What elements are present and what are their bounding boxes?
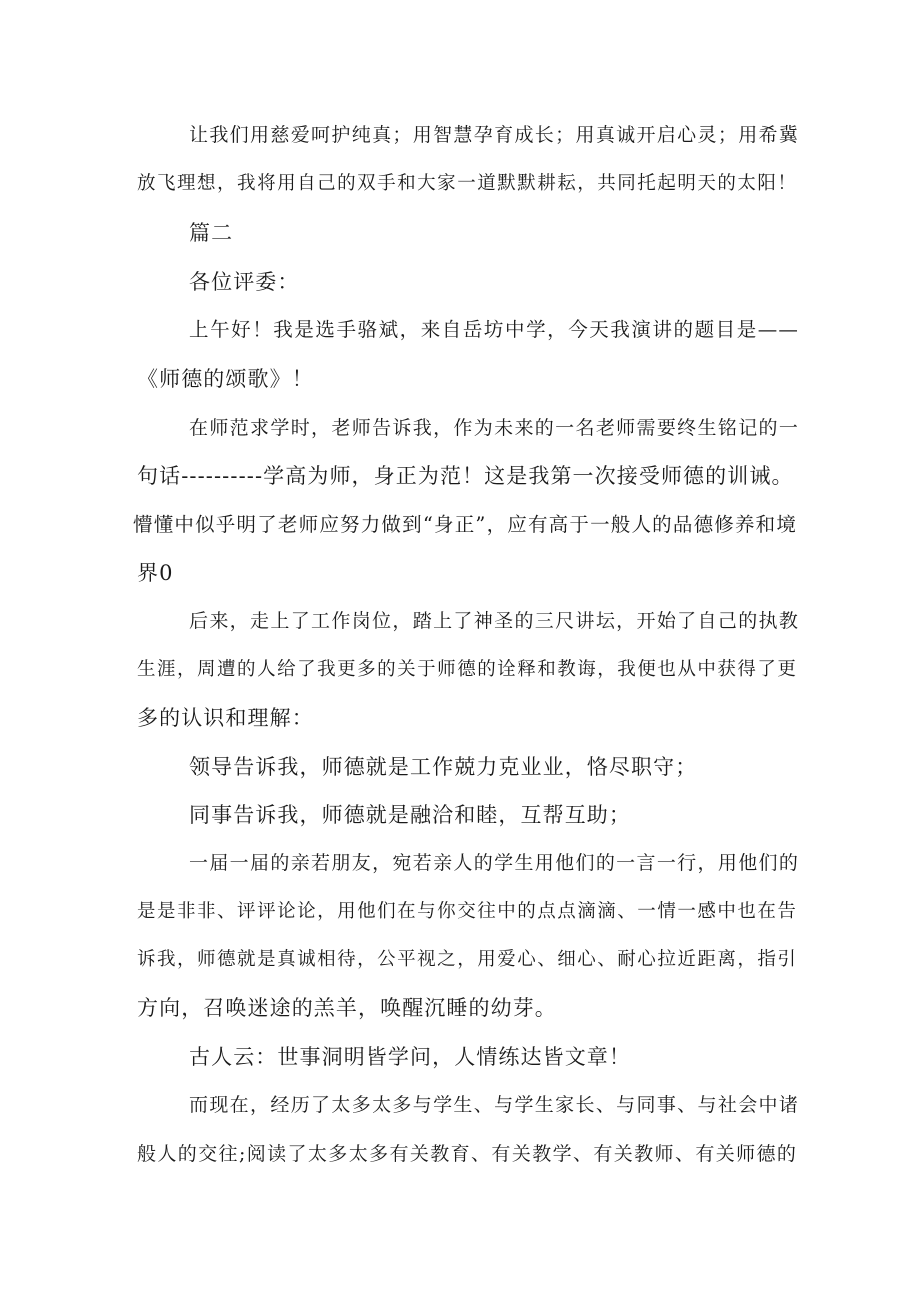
paragraph-line: 多的认识和理解： <box>137 706 314 730</box>
paragraph-line: 句话----------学高为师，身正为范！这是我第一次接受师德的训诫。 <box>137 464 794 488</box>
paragraph-line: 方向，召唤迷途的羔羊，唤醒沉睡的幼芽。 <box>137 996 557 1020</box>
paragraph-line: 般人的交往;阅读了太多太多有关教育、有关教学、有关教师、有关师德的 <box>137 1143 797 1165</box>
paragraph-line: 生涯，周遭的人给了我更多的关于师德的诠释和教诲，我便也从中获得了更 <box>137 659 797 680</box>
paragraph-line: 上午好！我是选手骆斌，来自岳坊中学，今天我演讲的题目是—— <box>189 318 799 341</box>
salutation: 各位评委： <box>189 270 300 294</box>
paragraph-line: 懵懂中似乎明了老师应努力做到“身正”，应有高于一般人的品德修养和境 <box>133 513 797 536</box>
paragraph-line: 放飞理想，我将用自己的双手和大家一道默默耕耘，共同托起明天的太阳！ <box>137 173 797 194</box>
paragraph-line: 后来，走上了工作岗位，踏上了神圣的三尺讲坛，开始了自己的执教 <box>189 610 799 632</box>
paragraph-line: 一届一届的亲若朋友，宛若亲人的学生用他们的一言一行，用他们的 <box>189 852 799 874</box>
paragraph-line: 在师范求学时，老师告诉我，作为未来的一名老师需要终生铭记的一 <box>189 417 799 439</box>
paragraph-line: 是是非非、评评论论，用他们在与你交往中的点点滴滴、一情一感中也在告 <box>137 901 797 922</box>
paragraph-line: 而现在，经历了太多太多与学生、与学生家长、与同事、与社会中诸 <box>189 1094 799 1116</box>
paragraph-line: 让我们用慈爱呵护纯真；用智慧孕育成长；用真诚开启心灵；用希冀 <box>189 124 799 146</box>
paragraph-line: 界0 <box>137 561 174 585</box>
speech-title: 《师德的颂歌》！ <box>137 367 314 391</box>
paragraph-line: 领导告诉我，师德就是工作兢力克业业，恪尽职守； <box>189 755 698 779</box>
section-heading: 篇二 <box>189 221 234 245</box>
paragraph-line: 古人云：世事洞明皆学问，人情练达皆文章！ <box>189 1045 631 1069</box>
paragraph-line: 诉我，师德就是真诚相待，公平视之，用爱心、细心、耐心拉近距离，指引 <box>137 949 797 970</box>
paragraph-line: 同事告诉我，师德就是融洽和睦，互帮互助； <box>189 803 631 827</box>
